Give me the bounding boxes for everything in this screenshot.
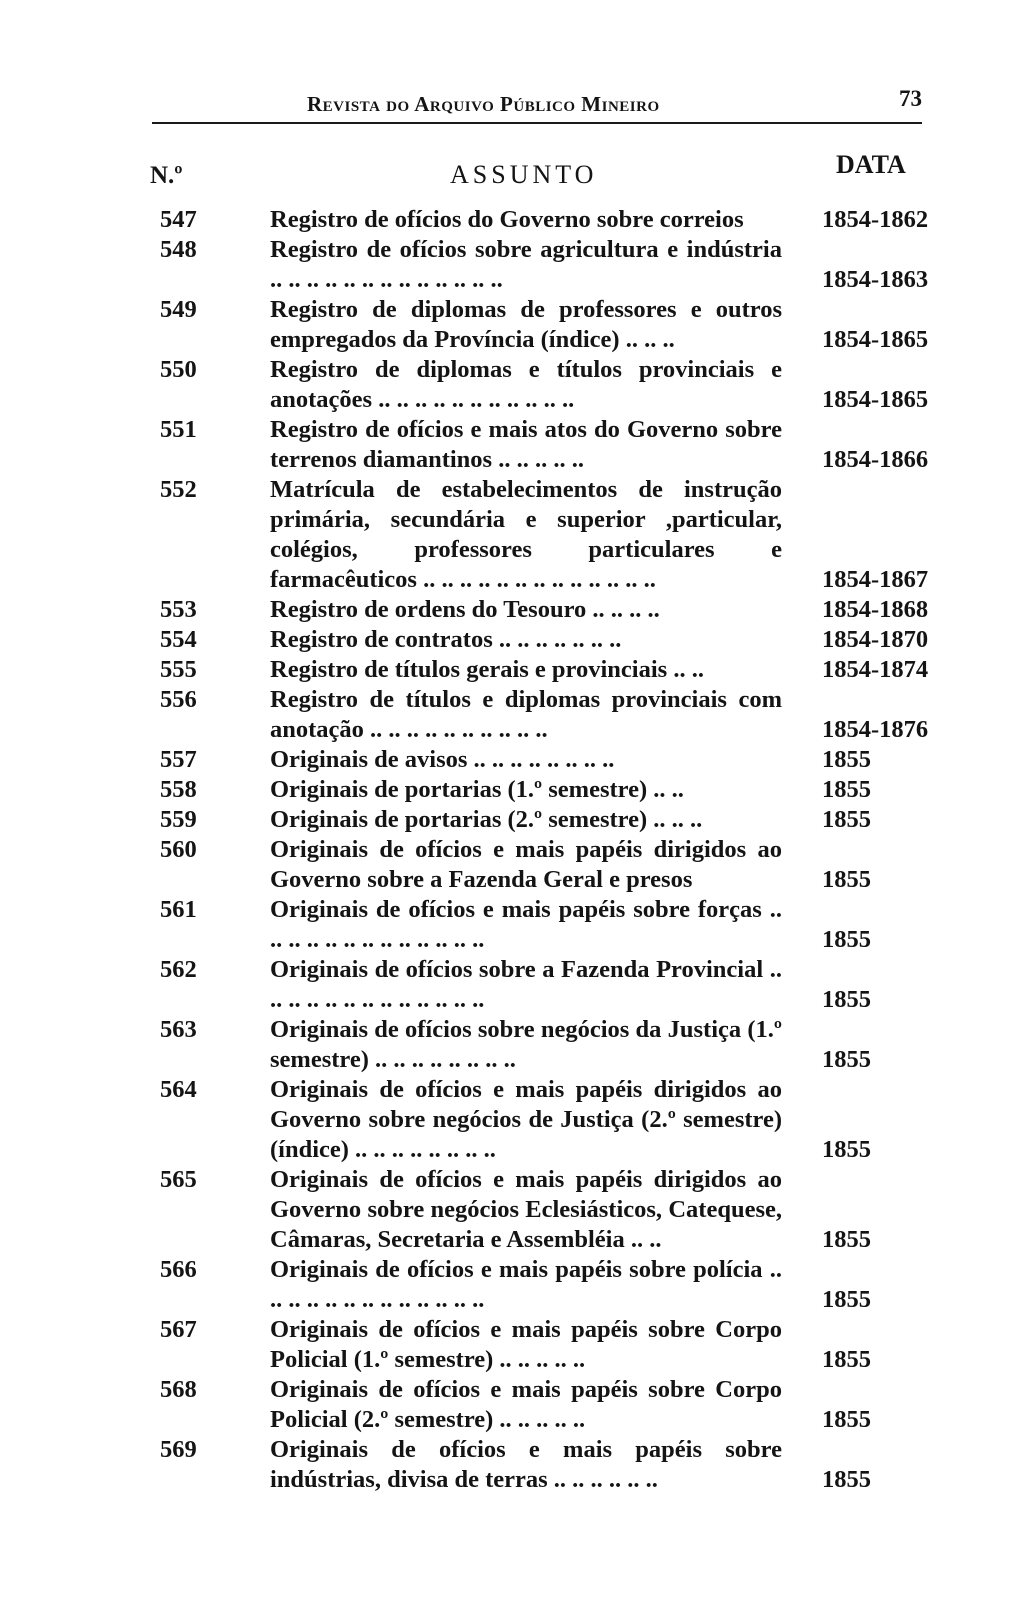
entry-number: 555	[160, 656, 197, 683]
list-item	[0, 475, 1031, 595]
entry-number: 567	[160, 1316, 197, 1343]
list-item	[0, 1165, 1031, 1255]
list-item	[0, 355, 1031, 415]
entry-subject: Originais de ofícios e mais papéis sobre forças .. .. .. .. .. .. .. .. .. .. .. .. ..	[270, 896, 782, 953]
entry-subject: Originais de ofícios e mais papéis dirigidos ao Governo sobre negócios Eclesiásticos, Catequese, Câmaras, Secretaria e Assembléia .. ..	[270, 1166, 782, 1253]
entry-number: 565	[160, 1166, 197, 1193]
list-item	[0, 415, 1031, 475]
entry-number: 552	[160, 476, 197, 503]
entry-date: 1854-1867	[822, 566, 929, 593]
entry-number: 549	[160, 296, 197, 323]
column-header-date: DATA	[836, 150, 906, 179]
entry-list	[0, 205, 1031, 1495]
entry-subject: Registro de ofícios sobre agricultura e indústria .. .. .. .. .. .. .. .. .. .. .. .. ..	[270, 236, 782, 293]
entry-date: 1855	[822, 1226, 871, 1253]
entry-subject: Registro de diplomas e títulos provinciais e anotações .. .. .. .. .. .. .. .. .. .. ..	[270, 356, 782, 413]
list-item	[0, 1435, 1031, 1495]
list-item	[0, 595, 1031, 625]
entry-date: 1854-1874	[822, 656, 929, 683]
entry-date: 1855	[822, 866, 871, 893]
entry-number: 553	[160, 596, 197, 623]
entry-date: 1854-1865	[822, 326, 929, 353]
entry-date: 1854-1865	[822, 386, 929, 413]
entry-subject: Originais de ofícios e mais papéis sobre Corpo Policial (2.º semestre) .. .. .. .. ..	[270, 1376, 782, 1433]
entry-date: 1854-1863	[822, 266, 929, 293]
entry-subject: Registro de títulos e diplomas provinciais com anotação .. .. .. .. .. .. .. .. .. ..	[270, 686, 782, 743]
list-item	[0, 955, 1031, 1015]
entry-subject: Registro de diplomas de professores e outros empregados da Província (índice) .. .. ..	[270, 296, 782, 353]
entry-date: 1855	[822, 1136, 871, 1163]
entry-subject: Originais de ofícios e mais papéis sobre Corpo Policial (1.º semestre) .. .. .. .. ..	[270, 1316, 782, 1373]
entry-date: 1855	[822, 1346, 871, 1373]
list-item	[0, 1255, 1031, 1315]
entry-date: 1855	[822, 806, 871, 833]
entry-subject: Originais de ofícios e mais papéis dirigidos ao Governo sobre negócios de Justiça (2.º semestre) (índice) .. .. .. .. .. .. .. ..	[270, 1076, 782, 1163]
entry-number: 556	[160, 686, 197, 713]
list-item	[0, 745, 1031, 775]
entry-date: 1854-1862	[822, 206, 929, 233]
entry-number: 564	[160, 1076, 197, 1103]
entry-subject: Originais de ofícios sobre a Fazenda Provincial .. .. .. .. .. .. .. .. .. .. .. .. ..	[270, 956, 782, 1013]
entry-subject: Originais de avisos .. .. .. .. .. .. .. ..	[270, 746, 615, 773]
column-header-subject: ASSUNTO	[450, 160, 598, 189]
entry-subject: Matrícula de estabelecimentos de instrução primária, secundária e superior ,particular, colégios, professores particulares e farmacêuticos .. .. .. .. .. .. .. .. .. .. .. .. ..	[270, 476, 782, 593]
page-number: 73	[899, 86, 922, 111]
entry-subject: Originais de ofícios e mais papéis dirigidos ao Governo sobre a Fazenda Geral e presos	[270, 836, 782, 893]
list-item	[0, 235, 1031, 295]
entry-number: 554	[160, 626, 197, 653]
entry-subject: Registro de contratos .. .. .. .. .. .. ..	[270, 626, 622, 653]
entry-subject: Originais de ofícios e mais papéis sobre indústrias, divisa de terras .. .. .. .. .. ..	[270, 1436, 782, 1493]
entry-number: 566	[160, 1256, 197, 1283]
column-header-number: N.º	[150, 162, 183, 189]
entry-number: 563	[160, 1016, 197, 1043]
entry-number: 558	[160, 776, 197, 803]
list-item	[0, 805, 1031, 835]
list-item	[0, 1315, 1031, 1375]
entry-date: 1854-1870	[822, 626, 929, 653]
list-item	[0, 835, 1031, 895]
running-header	[152, 82, 922, 124]
entry-date: 1855	[822, 1466, 871, 1493]
entry-subject: Originais de ofícios e mais papéis sobre polícia .. .. .. .. .. .. .. .. .. .. .. .. ..	[270, 1256, 782, 1313]
list-item	[0, 1075, 1031, 1165]
entry-number: 559	[160, 806, 197, 833]
entry-number: 560	[160, 836, 197, 863]
entry-subject: Registro de ofícios e mais atos do Governo sobre terrenos diamantinos .. .. .. .. ..	[270, 416, 782, 473]
entry-date: 1854-1876	[822, 716, 929, 743]
list-item	[0, 295, 1031, 355]
entry-subject: Originais de portarias (2.º semestre) .. .. ..	[270, 806, 703, 833]
entry-subject: Registro de títulos gerais e provinciais .. ..	[270, 656, 704, 683]
list-item	[0, 625, 1031, 655]
entry-number: 550	[160, 356, 197, 383]
entry-subject: Originais de ofícios sobre negócios da Justiça (1.º semestre) .. .. .. .. .. .. .. ..	[270, 1016, 782, 1073]
entry-date: 1855	[822, 746, 871, 773]
entry-date: 1855	[822, 1046, 871, 1073]
entry-number: 547	[160, 206, 197, 233]
entry-date: 1855	[822, 1406, 871, 1433]
entry-number: 568	[160, 1376, 197, 1403]
running-title: Revista do Arquivo Público Mineiro	[307, 92, 660, 116]
entry-date: 1854-1868	[822, 596, 929, 623]
list-item	[0, 775, 1031, 805]
list-item	[0, 895, 1031, 955]
entry-number: 551	[160, 416, 197, 443]
list-item	[0, 655, 1031, 685]
entry-date: 1854-1866	[822, 446, 929, 473]
list-item	[0, 1375, 1031, 1435]
entry-date: 1855	[822, 776, 871, 803]
entry-date: 1855	[822, 986, 871, 1013]
entry-number: 548	[160, 236, 197, 263]
entry-number: 561	[160, 896, 197, 923]
list-item	[0, 685, 1031, 745]
list-item	[0, 1015, 1031, 1075]
entry-date: 1855	[822, 1286, 871, 1313]
entry-subject: Originais de portarias (1.º semestre) .. ..	[270, 776, 684, 803]
entry-number: 562	[160, 956, 197, 983]
list-item	[0, 205, 1031, 235]
entry-date: 1855	[822, 926, 871, 953]
entry-number: 569	[160, 1436, 197, 1463]
entry-subject: Registro de ofícios do Governo sobre correios	[270, 206, 744, 233]
entry-subject: Registro de ordens do Tesouro .. .. .. ..	[270, 596, 660, 623]
entry-number: 557	[160, 746, 197, 773]
